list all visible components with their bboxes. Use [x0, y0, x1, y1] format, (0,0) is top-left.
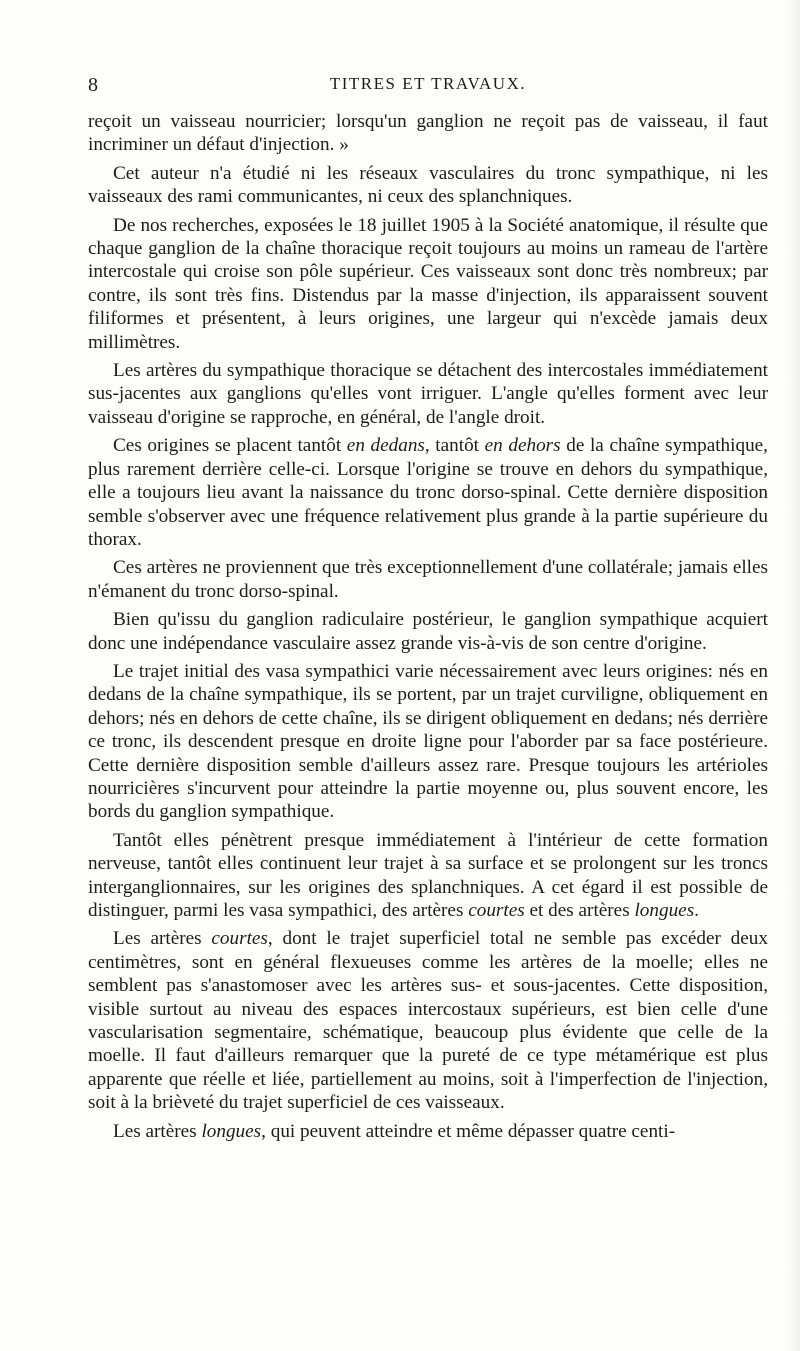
- emphasis-longues: longues: [634, 900, 695, 921]
- paragraph-9: [88, 829, 768, 923]
- paragraph-5-text: , tantôt: [424, 435, 485, 457]
- paragraph-5-text: Ces origines se placent tantôt: [113, 435, 347, 457]
- emphasis-en-dehors: en dehors: [484, 435, 561, 457]
- emphasis-longues: longues: [201, 1120, 262, 1142]
- paragraph-4: Les artères du sympathique thoracique se détachent des intercostales immédiatement sus-jacentes aux ganglions qu'elles vont irriguer. L'angle qu'elles forment avec leur vaisseau d'origine se rapproche, en général, de l'angle droit.: [88, 360, 768, 428]
- emphasis-courtes: courtes: [211, 928, 268, 950]
- paragraph-7: Bien qu'issu du ganglion radiculaire postérieur, le ganglion sympathique acquiert donc une indépendance vasculaire assez grande vis-à-vis de son centre d'origine.: [88, 609, 768, 654]
- paragraph-5: [88, 434, 768, 551]
- emphasis-courtes: courtes: [468, 900, 525, 921]
- page-edge-shadow: [786, 0, 800, 1351]
- emphasis-en-dedans: en dedans: [346, 435, 425, 457]
- paragraph-1: reçoit un vaisseau nourricier; lorsqu'un ganglion ne reçoit pas de vaisseau, il faut incriminer un défaut d'injection. »: [88, 111, 768, 156]
- paragraph-10-text: Les artères: [113, 928, 212, 950]
- paragraph-3: De nos recherches, exposées le 18 juillet 1905 à la Société anatomique, il résulte que chaque ganglion de la chaîne thoracique reçoit toujours au moins un rameau de l'artère intercostale qui croise son pôle supérieur. Ces vaisseaux sont donc très nombreux; par contre, ils sont très fins. Distendus par la masse d'injection, ils apparaissent souvent filiformes et présentent, à leurs origines, une largeur qui n'excède jamais deux millimètres.: [88, 214, 768, 353]
- body-text: [88, 110, 768, 1148]
- paragraph-9-text: .: [694, 900, 699, 921]
- running-header: [88, 72, 768, 102]
- paragraph-9-text: Tantôt elles pénètrent presque immédiatement à l'intérieur de cette formation nerveuse, tantôt elles continuent leur trajet à sa surface et se prolongent sur les troncs interganglionnaires, sur les origines des splanchniques. A cet égard il est possible de distinguer, parmi les vasa sympathici, des artères: [88, 829, 768, 921]
- paragraph-8: Le trajet initial des vasa sympathici varie nécessairement avec leurs origines: nés en dedans de la chaîne sympathique, ils se portent, par un trajet curviligne, obliquement en dehors; nés en dehors de cette chaîne, ils se dirigent obliquement en dedans; nés derrière ce tronc, ils descendent presque en droite ligne pour l'aborder par sa face postérieure. Cette dernière disposition semble d'ailleurs assez rare. Presque toujours les artérioles nourricières s'incurvent pour atteindre la partie moyenne ou, plus souvent encore, les bords du ganglion sympathique.: [88, 660, 768, 823]
- paragraph-6: Ces artères ne proviennent que très exceptionnellement d'une collatérale; jamais elles n'émanent du tronc dorso-spinal.: [88, 557, 768, 602]
- paragraph-11-text: , qui peuvent atteindre et même dépasser quatre centi-: [261, 1120, 676, 1142]
- paragraph-10: [88, 927, 768, 1114]
- paragraph-2: Cet auteur n'a étudié ni les réseaux vasculaires du tronc sympathique, ni les vaisseaux des rami communicantes, ni ceux des splanchniques.: [88, 162, 768, 208]
- paragraph-9-text: et des artères: [524, 900, 635, 921]
- paragraph-5-text: de la chaîne sympathique, plus rarement derrière celle-ci. Lorsque l'origine se trouve en dehors du sympathique, elle a toujours lieu avant la naissance du tronc dorso-spinal. Cette dernière disposition semble s'observer avec une fréquence relativement plus grande à la partie supérieure du thorax.: [88, 435, 768, 550]
- paragraph-10-text: , dont le trajet superficiel total ne semble pas excéder deux centimètres, sont en général flexueuses comme les artères de la moelle; elles ne semblent pas s'anastomoser avec les artères sus- et sous-jacentes. Cette disposition, visible surtout au niveau des espaces intercostaux supérieurs, est bien celle d'une vascularisation segmentaire, schématique, beaucoup plus évidente que celle de la moelle. Il faut d'ailleurs remarquer que la pureté de ce type métamérique est plus apparente que réelle et liée, partiellement au moins, soit à l'imperfection de l'injection, soit à la brièveté du trajet superficiel de ces vaisseaux.: [88, 928, 768, 1114]
- paragraph-11: [88, 1120, 768, 1143]
- running-title: TITRES ET TRAVAUX.: [329, 74, 527, 93]
- paragraph-11-text: Les artères: [113, 1120, 202, 1142]
- page-number: 8: [88, 74, 98, 96]
